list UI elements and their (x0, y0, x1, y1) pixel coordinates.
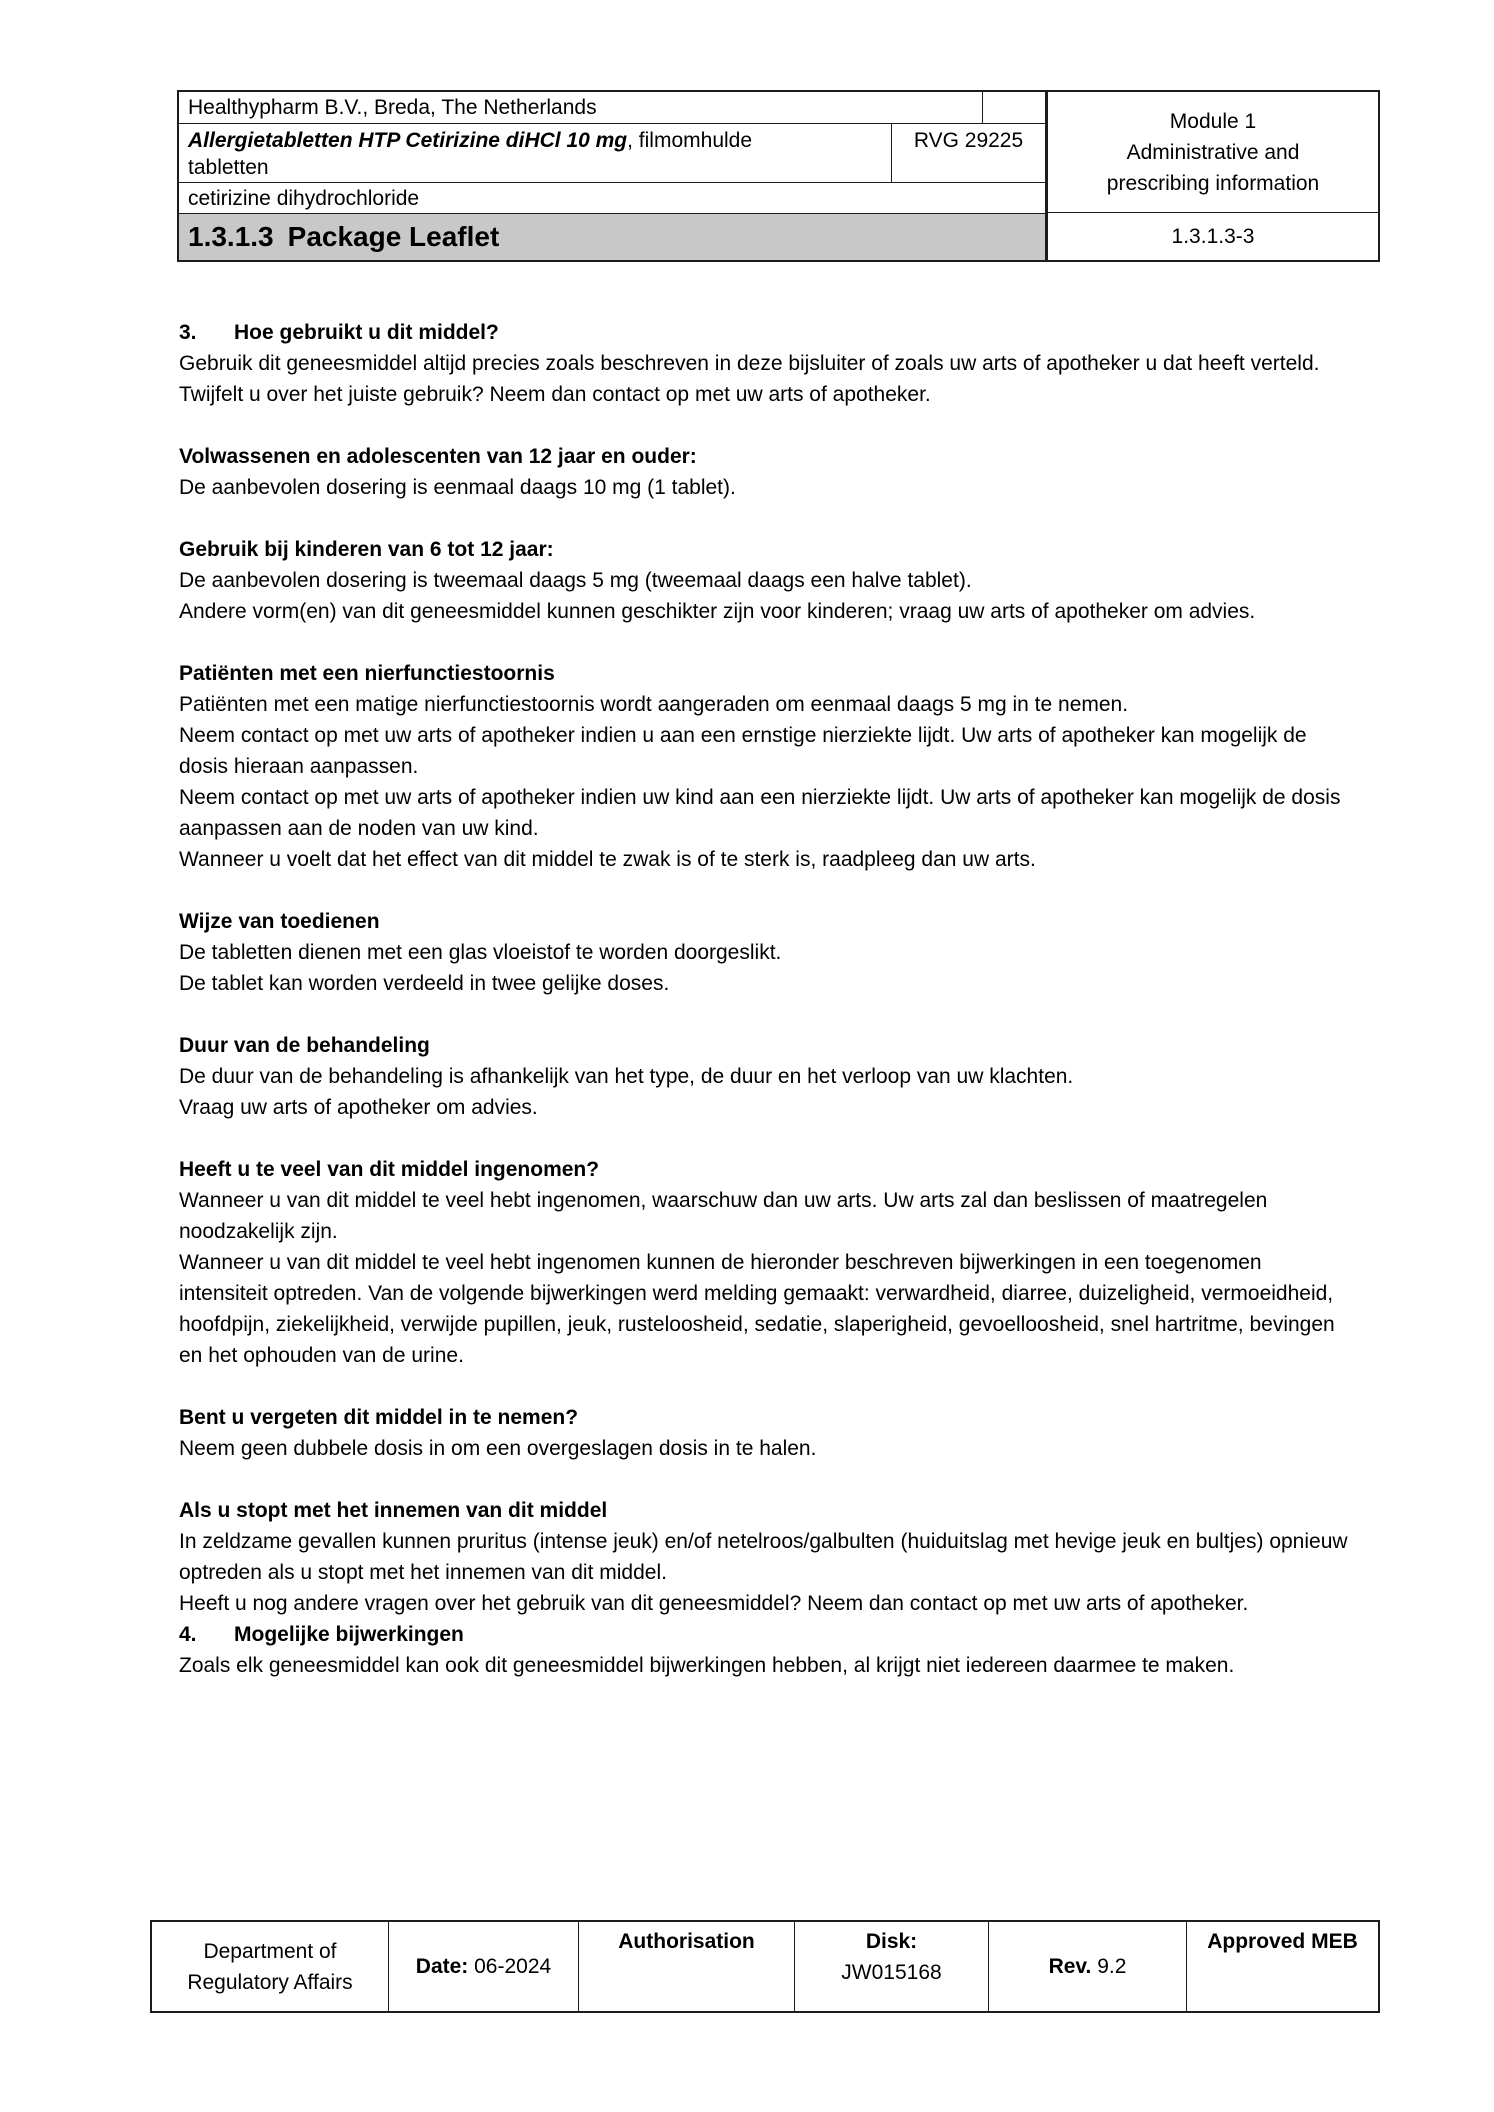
page-ref-cell: 1.3.1.3-3 (1171, 225, 1255, 248)
dosage-adults-group (179, 441, 1351, 503)
section-title: Package Leaflet (287, 221, 500, 252)
paragraph: De duur van de behandeling is afhankelijk van het type, de duur en het verloop van uw klachten. (179, 1065, 1074, 1088)
footer-date-cell (389, 1922, 579, 2011)
rvg-number-cell: RVG 29225 (891, 124, 1045, 182)
overdose-effects-paragraph: Wanneer u van dit middel te veel hebt ingenomen kunnen de hieronder beschreven bijwerkingen in een toegenomen intensiteit optreden. Van de volgende bijwerkingen werd melding gemaakt: verwardheid, diarree, duizeligheid, vermoeidheid, hoofdpijn, ziekelijkheid, verwijde pupillen, jeuk, rusteloosheid, sedatie, slaperigheid, gevoelloosheid, snel hartritme, bevingen en het ophouden van de urine. (179, 1251, 1335, 1367)
paragraph: Neem contact op met uw arts of apotheker indien u aan een ernstige nierziekte lijdt. Uw arts of apotheker kan mogelijk de dosis hieraan aanpassen. (179, 724, 1307, 778)
leaflet-body (179, 262, 1351, 1681)
company-cell: Healthypharm B.V., Breda, The Netherlands (179, 92, 983, 123)
overdose-group (179, 1154, 1351, 1247)
paragraph: Vraag uw arts of apotheker om advies. (179, 1096, 538, 1119)
footer-approved-cell (1187, 1922, 1378, 2011)
header-table-left-block (179, 92, 1048, 260)
paragraph: De tabletten dienen met een glas vloeistof te worden doorgeslikt. (179, 941, 782, 964)
paragraph: Andere vorm(en) van dit geneesmiddel kunnen geschikter zijn voor kinderen; vraag uw arts of apotheker om advies. (179, 600, 1256, 623)
header-table (177, 90, 1380, 262)
footer-table (150, 1920, 1380, 2013)
paragraph: De aanbevolen dosering is eenmaal daags 10 mg (1 tablet). (179, 476, 736, 499)
paragraph: Patiënten met een matige nierfunctiestoornis wordt aangeraden om eenmaal daags 5 mg in te nemen. (179, 693, 1129, 716)
subheading: Wijze van toedienen (179, 910, 380, 933)
module-cell (1048, 92, 1378, 213)
administration-group (179, 906, 1351, 999)
footer-authorisation-cell (579, 1922, 795, 2011)
disk-value: JW015168 (841, 1961, 942, 1984)
company-row (179, 92, 1045, 123)
subheading: Heeft u te veel van dit middel ingenomen? (179, 1158, 600, 1181)
approved-label: Approved MEB (1207, 1930, 1358, 1953)
paragraph: De tablet kan worden verdeeld in twee gelijke doses. (179, 972, 670, 995)
paragraph: De aanbevolen dosering is tweemaal daags 5 mg (tweemaal daags een halve tablet). (179, 569, 972, 592)
revision-value: Rev. 9.2 (1048, 1955, 1127, 1978)
substance-cell: cetirizine dihydrochloride (179, 182, 1045, 213)
subheading: Patiënten met een nierfunctiestoornis (179, 662, 555, 685)
module-line2: Administrative and (1126, 140, 1300, 164)
subheading: Als u stopt met het innemen van dit middel (179, 1499, 608, 1522)
paragraph: Wanneer u van dit middel te veel hebt ingenomen, waarschuw dan uw arts. Uw arts zal dan beslissen of maatregelen noodzakelijk zijn. (179, 1189, 1268, 1243)
section-4-heading (179, 1619, 1351, 1650)
subheading: Volwassenen en adolescenten van 12 jaar en ouder: (179, 445, 697, 468)
more-questions-paragraph: Heeft u nog andere vragen over het gebruik van dit geneesmiddel? Neem dan contact op met uw arts of apotheker. (179, 1592, 1249, 1615)
footer-revision-cell (989, 1922, 1187, 2011)
product-cell (179, 124, 891, 182)
section-3-heading (179, 317, 1351, 348)
missed-dose-group (179, 1402, 1351, 1464)
product-line2: tabletten (188, 156, 269, 179)
paragraph: Neem contact op met uw arts of apotheker indien uw kind aan een nierziekte lijdt. Uw arts of apotheker kan mogelijk de dosis aanpassen aan de noden van uw kind. (179, 786, 1341, 840)
product-row (179, 123, 1045, 182)
product-suffix: , filmomhulde (627, 129, 753, 152)
stopping-group (179, 1495, 1351, 1588)
paragraph: Wanneer u voelt dat het effect van dit middel te zwak is of te sterk is, raadpleeg dan uw arts. (179, 848, 1036, 871)
disk-label: Disk: (865, 1930, 918, 1953)
section-3-number: 3. (179, 321, 197, 344)
company-row-empty-cell (983, 92, 1045, 123)
subheading: Duur van de behandeling (179, 1034, 430, 1057)
paragraph: Gebruik dit geneesmiddel altijd precies zoals beschreven in deze bijsluiter of zoals uw arts of apotheker u dat heeft verteld. Twijfelt u over het juiste gebruik? Neem dan contact op met uw arts of apotheker. (179, 352, 1320, 406)
subheading: Bent u vergeten dit middel in te nemen? (179, 1406, 579, 1429)
paragraph: Neem geen dubbele dosis in om een overgeslagen dosis in te halen. (179, 1437, 817, 1460)
section-row (179, 213, 1045, 260)
authorisation-label: Authorisation (618, 1930, 755, 1953)
duration-group (179, 1030, 1351, 1123)
footer-department-cell (152, 1922, 389, 2011)
dosage-children-group (179, 534, 1351, 627)
header-table-right-block (1048, 92, 1378, 260)
section-4-title: Mogelijke bijwerkingen (234, 1623, 464, 1646)
module-line3: prescribing information (1106, 171, 1320, 195)
renal-impairment-group (179, 658, 1351, 875)
side-effects-intro-paragraph: Zoals elk geneesmiddel kan ook dit geneesmiddel bijwerkingen hebben, al krijgt niet iedereen daarmee te maken. (179, 1654, 1235, 1677)
product-name: Allergietabletten HTP Cetirizine diHCl 10 mg (188, 129, 628, 152)
section-4-number: 4. (179, 1623, 197, 1646)
department-label: Department of Regulatory Affairs (187, 1939, 353, 1994)
section-3-title: Hoe gebruikt u dit middel? (234, 321, 499, 344)
date-value: Date: 06-2024 (415, 1955, 552, 1978)
module-line1: Module 1 (1169, 109, 1257, 133)
footer-disk-cell (795, 1922, 989, 2011)
paragraph: In zeldzame gevallen kunnen pruritus (intense jeuk) en/of netelroos/galbulten (huiduitslag met hevige jeuk en bultjes) opnieuw optreden als u stopt met het innemen van dit middel. (179, 1530, 1348, 1584)
subheading: Gebruik bij kinderen van 6 tot 12 jaar: (179, 538, 554, 561)
section-number: 1.3.1.3 (188, 221, 274, 252)
